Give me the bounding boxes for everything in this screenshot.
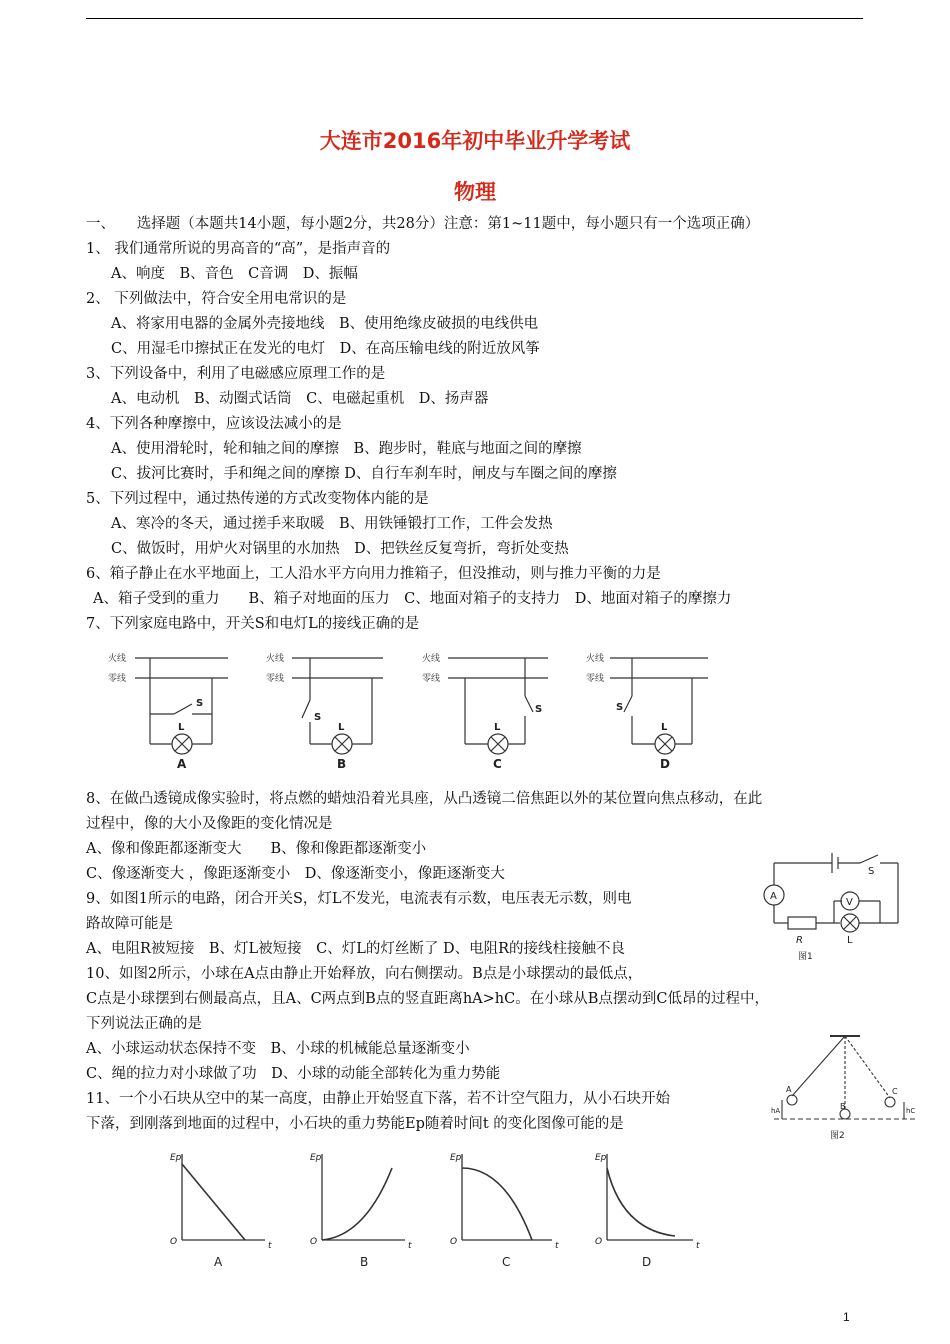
fig2-point-b: B: [840, 1102, 846, 1111]
q10-options-cd: C、绳的拉力对小球做了功 D、小球的动能全部转化为重力势能: [86, 1066, 501, 1082]
q7-option-b: B: [337, 757, 347, 771]
figure-2-pendulum: [770, 1028, 920, 1148]
q1-options: A、响度 B、音色 C音调 D、振幅: [111, 266, 358, 282]
question-9-cont: 路故障可能是: [86, 916, 173, 932]
question-10-cont: C点是小球摆到右侧最高点，且A、C两点到B点的竖直距离hA>hC。在小球从B点摆动到C低昂的过程中，: [86, 991, 769, 1007]
q11-origin-c: O: [450, 1237, 458, 1247]
q5-options-cd: C、做饭时，用炉火对锅里的水加热 D、把铁丝反复弯折，弯折处变热: [111, 541, 569, 557]
q7-live-wire-label-a: 火线: [108, 654, 127, 664]
q11-x-axis-d: t: [696, 1241, 700, 1251]
q7-neutral-wire-label-b: 零线: [266, 674, 285, 684]
q2-options-ab: A、将家用电器的金属外壳接地线 B、使用绝缘皮破损的电线供电: [111, 316, 539, 332]
q7-live-wire-label-b: 火线: [266, 654, 285, 664]
fig2-height-a: hA: [771, 1107, 781, 1115]
question-11-cont: 下落，到刚落到地面的过程中，小石块的重力势能Ep随着时间t 的变化图像可能的是: [86, 1116, 624, 1132]
question-10: 10、如图2所示，小球在A点由静止开始释放，向右侧摆动。B点是小球摆动的最低点，: [86, 966, 643, 982]
q11-x-axis-b: t: [408, 1241, 412, 1251]
q11-y-axis-a: Ep: [170, 1153, 182, 1163]
question-8-cont: 过程中，像的大小及像距的变化情况是: [86, 816, 333, 832]
q7-switch-label-b: S: [314, 712, 322, 723]
q9-options: A、电阻R被短接 B、灯L被短接 C、灯L的灯丝断了 D、电阻R的接线柱接触不良: [86, 941, 626, 957]
q7-lamp-label-a: L: [178, 722, 185, 733]
q11-origin-a: O: [170, 1237, 178, 1247]
question-11: 11、一个小石块从空中的某一高度，由静止开始竖直下落，若不计空气阻力，从小石块开始: [86, 1091, 670, 1107]
header-rule: [86, 18, 863, 19]
q7-lamp-label-b: L: [338, 722, 345, 733]
fig2-caption: 图2: [830, 1131, 845, 1141]
q7-neutral-wire-label-c: 零线: [422, 674, 441, 684]
section-heading: 一、 选择题（本题共14小题，每小题2分，共28分）注意：第1~11题中，每小题只有一个选项正确）: [86, 216, 760, 232]
fig1-lamp-label: L: [847, 935, 853, 946]
q11-y-axis-c: Ep: [450, 1153, 462, 1163]
q7-lamp-label-c: L: [494, 722, 501, 733]
question-4: 4、下列各种摩擦中，应该设法减小的是: [86, 416, 342, 432]
q4-options-cd: C、拔河比赛时，手和绳之间的摩擦 D、自行车刹车时，闸皮与车圈之间的摩擦: [111, 466, 617, 482]
q7-switch-label-a: S: [196, 698, 204, 709]
question-6: 6、箱子静止在水平地面上，工人沿水平方向用力推箱子，但没推动，则与推力平衡的力是: [86, 566, 661, 582]
q7-switch-label-d: S: [616, 702, 624, 713]
q11-option-a: A: [214, 1255, 223, 1269]
question-9: 9、如图1所示的电路，闭合开关S，灯L不发光，电流表有示数，电压表无示数，则电: [86, 891, 632, 907]
q7-switch-label-c: S: [535, 704, 543, 715]
fig1-resistor-label: R: [796, 935, 803, 946]
fig1-voltmeter-label: V: [846, 897, 853, 908]
q11-x-axis-c: t: [555, 1241, 559, 1251]
question-1: 1、 我们通常所说的男高音的“高”，是指声音的: [86, 241, 391, 257]
q11-graphs: [160, 1148, 720, 1278]
question-2: 2、 下列做法中，符合安全用电常识的是: [86, 291, 347, 307]
q5-options-ab: A、寒冷的冬天，通过搓手来取暖 B、用铁锤锻打工作，工件会发热: [111, 516, 553, 532]
question-7: 7、下列家庭电路中，开关S和电灯L的接线正确的是: [86, 616, 420, 632]
q11-option-c: C: [502, 1255, 511, 1269]
q6-options: A、箱子受到的重力 B、箱子对地面的压力 C、地面对箱子的支持力 D、地面对箱子的摩擦力: [93, 591, 732, 607]
fig1-caption: 图1: [798, 952, 813, 962]
fig1-switch-label: S: [868, 866, 875, 877]
q8-options-ab: A、像和像距都逐渐变大 B、像和像距都逐渐变小: [86, 841, 427, 857]
question-5: 5、下列过程中，通过热传递的方式改变物体内能的是: [86, 491, 429, 507]
q2-options-cd: C、用湿毛巾擦拭正在发光的电灯 D、在高压输电线的附近放风筝: [111, 341, 540, 357]
page-number: 1: [843, 1310, 850, 1324]
question-3: 3、下列设备中，利用了电磁感应原理工作的是: [86, 366, 386, 382]
q11-x-axis-a: t: [268, 1241, 272, 1251]
q11-origin-d: O: [595, 1237, 603, 1247]
q7-option-c: C: [493, 757, 502, 771]
question-10-cont2: 下列说法正确的是: [86, 1016, 202, 1032]
fig2-point-c: C: [892, 1087, 898, 1096]
q8-options-cd: C、像逐渐变大 ，像距逐渐变小 D、像逐渐变小，像距逐渐变大: [86, 866, 505, 882]
fig2-height-c: hC: [906, 1107, 916, 1115]
q7-live-wire-label-c: 火线: [422, 654, 441, 664]
q7-neutral-wire-label-d: 零线: [586, 674, 605, 684]
q11-y-axis-b: Ep: [310, 1153, 322, 1163]
q11-option-b: B: [360, 1255, 369, 1269]
q7-neutral-wire-label-a: 零线: [108, 674, 127, 684]
question-8: 8、在做凸透镜成像实验时，将点燃的蜡烛沿着光具座，从凸透镜二倍焦距以外的某位置向焦点移动，在此: [86, 791, 763, 807]
q7-circuit-figure: [100, 642, 760, 772]
q11-origin-b: O: [310, 1237, 318, 1247]
q10-options-ab: A、小球运动状态保持不变 B、小球的机械能总量逐渐变小: [86, 1041, 470, 1057]
figure-1-circuit: [760, 843, 910, 968]
q7-lamp-label-d: L: [661, 722, 668, 733]
q4-options-ab: A、使用滑轮时，轮和轴之间的摩擦 B、跑步时，鞋底与地面之间的摩擦: [111, 441, 582, 457]
fig2-point-a: A: [786, 1085, 792, 1094]
q11-option-d: D: [642, 1255, 652, 1269]
q7-option-d: D: [660, 757, 670, 771]
q7-option-a: A: [177, 757, 187, 771]
subject-title: 物理: [454, 180, 496, 204]
q7-live-wire-label-d: 火线: [586, 654, 605, 664]
q11-y-axis-d: Ep: [595, 1153, 607, 1163]
exam-title: 大连市2016年初中毕业升学考试: [319, 129, 631, 153]
fig1-ammeter-label: A: [770, 891, 777, 902]
q3-options: A、电动机 B、动圈式话筒 C、电磁起重机 D、扬声器: [111, 391, 489, 407]
